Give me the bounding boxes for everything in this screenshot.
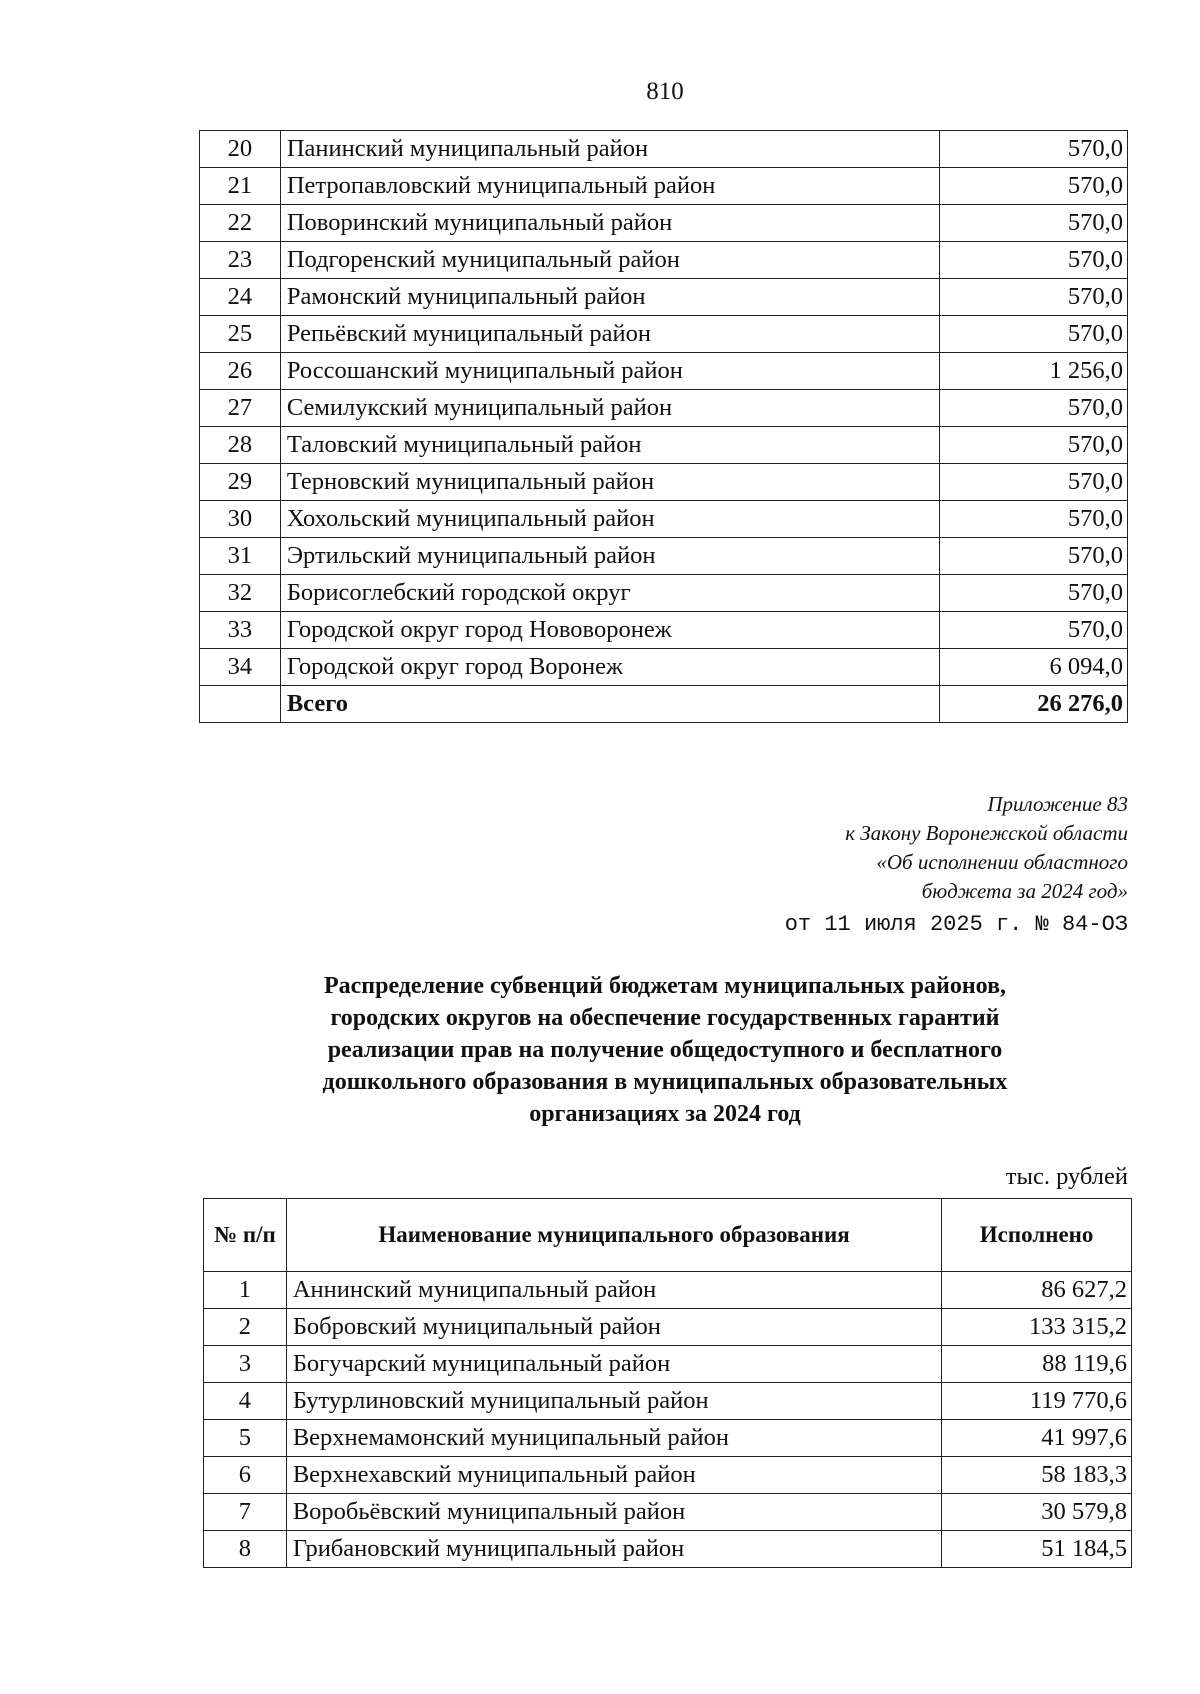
row-number: 25	[200, 316, 281, 353]
row-value: 51 184,5	[942, 1531, 1132, 1568]
row-name: Петропавловский муниципальный район	[280, 168, 939, 205]
row-number: 29	[200, 464, 281, 501]
row-number: 31	[200, 538, 281, 575]
row-value: 86 627,2	[942, 1272, 1132, 1309]
row-name: Россошанский муниципальный район	[280, 353, 939, 390]
total-row	[200, 686, 1128, 723]
title-line: Распределение субвенций бюджетам муниципальных районов,	[323, 973, 1007, 999]
appendix-reference	[785, 790, 1128, 942]
row-number: 30	[200, 501, 281, 538]
row-value: 88 119,6	[942, 1346, 1132, 1383]
table-bottom-body	[204, 1272, 1132, 1568]
row-number: 32	[200, 575, 281, 612]
total-number	[200, 686, 281, 723]
row-value: 570,0	[940, 612, 1128, 649]
appendix-law-title: «Об исполнении областного	[876, 850, 1128, 874]
row-number: 8	[204, 1531, 287, 1568]
row-name: Воробьёвский муниципальный район	[286, 1494, 941, 1531]
row-number: 26	[200, 353, 281, 390]
row-name: Аннинский муниципальный район	[286, 1272, 941, 1309]
table-subventions	[203, 1198, 1132, 1568]
row-name: Богучарский муниципальный район	[286, 1346, 941, 1383]
table-row	[200, 168, 1128, 205]
row-number: 20	[200, 131, 281, 168]
table-row	[200, 649, 1128, 686]
row-value: 133 315,2	[942, 1309, 1132, 1346]
table-row	[204, 1494, 1132, 1531]
row-name: Репьёвский муниципальный район	[280, 316, 939, 353]
row-value: 570,0	[940, 168, 1128, 205]
row-name: Поворинский муниципальный район	[280, 205, 939, 242]
title-line: городских округов на обеспечение государственных гарантий	[330, 1005, 1000, 1031]
table-row	[200, 427, 1128, 464]
row-number: 2	[204, 1309, 287, 1346]
row-number: 34	[200, 649, 281, 686]
row-value: 570,0	[940, 390, 1128, 427]
table-top-continuation	[199, 130, 1128, 723]
row-number: 3	[204, 1346, 287, 1383]
table-row	[200, 390, 1128, 427]
table-row	[200, 612, 1128, 649]
row-name: Рамонский муниципальный район	[280, 279, 939, 316]
table-row	[200, 575, 1128, 612]
row-value: 570,0	[940, 131, 1128, 168]
table-row	[200, 353, 1128, 390]
table-row	[204, 1457, 1132, 1494]
row-number: 1	[204, 1272, 287, 1309]
row-value: 570,0	[940, 316, 1128, 353]
appendix-number: Приложение 83	[987, 792, 1128, 816]
row-name: Грибановский муниципальный район	[286, 1531, 941, 1568]
table-row	[200, 316, 1128, 353]
row-number: 28	[200, 427, 281, 464]
row-value: 570,0	[940, 427, 1128, 464]
total-label: Всего	[280, 686, 939, 723]
row-name: Городской округ город Воронеж	[280, 649, 939, 686]
table-row	[204, 1272, 1132, 1309]
header-value: Исполнено	[942, 1199, 1132, 1272]
row-number: 33	[200, 612, 281, 649]
row-number: 27	[200, 390, 281, 427]
row-name: Хохольский муниципальный район	[280, 501, 939, 538]
row-value: 119 770,6	[942, 1383, 1132, 1420]
table-row	[200, 501, 1128, 538]
table-row	[204, 1383, 1132, 1420]
row-number: 4	[204, 1383, 287, 1420]
row-value: 6 094,0	[940, 649, 1128, 686]
title-line: организациях за 2024 год	[529, 1101, 801, 1127]
row-number: 22	[200, 205, 281, 242]
table-row	[200, 538, 1128, 575]
row-name: Панинский муниципальный район	[280, 131, 939, 168]
row-number: 6	[204, 1457, 287, 1494]
row-name: Верхнемамонский муниципальный район	[286, 1420, 941, 1457]
row-name: Семилукский муниципальный район	[280, 390, 939, 427]
table-row	[204, 1420, 1132, 1457]
total-value: 26 276,0	[940, 686, 1128, 723]
row-value: 570,0	[940, 242, 1128, 279]
table-row	[200, 242, 1128, 279]
appendix-law: к Закону Воронежской области	[845, 821, 1128, 845]
row-value: 570,0	[940, 538, 1128, 575]
title-line: дошкольного образования в муниципальных образовательных	[322, 1069, 1008, 1095]
row-name: Таловский муниципальный район	[280, 427, 939, 464]
row-value: 570,0	[940, 464, 1128, 501]
row-value: 570,0	[940, 279, 1128, 316]
table-row	[204, 1531, 1132, 1568]
table-row	[200, 131, 1128, 168]
document-title	[245, 970, 1085, 1130]
page-number: 810	[646, 78, 684, 105]
row-number: 5	[204, 1420, 287, 1457]
row-value: 570,0	[940, 205, 1128, 242]
row-name: Борисоглебский городской округ	[280, 575, 939, 612]
table-row	[200, 279, 1128, 316]
row-value: 58 183,3	[942, 1457, 1132, 1494]
row-number: 21	[200, 168, 281, 205]
table-top-body	[200, 131, 1128, 723]
row-name: Эртильский муниципальный район	[280, 538, 939, 575]
row-number: 23	[200, 242, 281, 279]
table-row	[204, 1309, 1132, 1346]
row-number: 24	[200, 279, 281, 316]
row-name: Городской округ город Нововоронеж	[280, 612, 939, 649]
table-header-row	[204, 1199, 1132, 1272]
row-value: 570,0	[940, 575, 1128, 612]
row-name: Терновский муниципальный район	[280, 464, 939, 501]
row-name: Подгоренский муниципальный район	[280, 242, 939, 279]
row-value: 41 997,6	[942, 1420, 1132, 1457]
appendix-date-number: от 11 июля 2025 г. № 84-ОЗ	[784, 912, 1128, 937]
row-value: 30 579,8	[942, 1494, 1132, 1531]
header-name: Наименование муниципального образования	[286, 1199, 941, 1272]
appendix-law-title-cont: бюджета за 2024 год»	[921, 879, 1128, 903]
header-num: № п/п	[204, 1199, 287, 1272]
row-name: Бобровский муниципальный район	[286, 1309, 941, 1346]
row-number: 7	[204, 1494, 287, 1531]
row-value: 1 256,0	[940, 353, 1128, 390]
table-row	[200, 205, 1128, 242]
row-name: Бутурлиновский муниципальный район	[286, 1383, 941, 1420]
units-label: тыс. рублей	[1005, 1163, 1128, 1190]
table-row	[204, 1346, 1132, 1383]
row-value: 570,0	[940, 501, 1128, 538]
row-name: Верхнехавский муниципальный район	[286, 1457, 941, 1494]
title-line: реализации прав на получение общедоступного и бесплатного	[327, 1037, 1003, 1063]
table-row	[200, 464, 1128, 501]
